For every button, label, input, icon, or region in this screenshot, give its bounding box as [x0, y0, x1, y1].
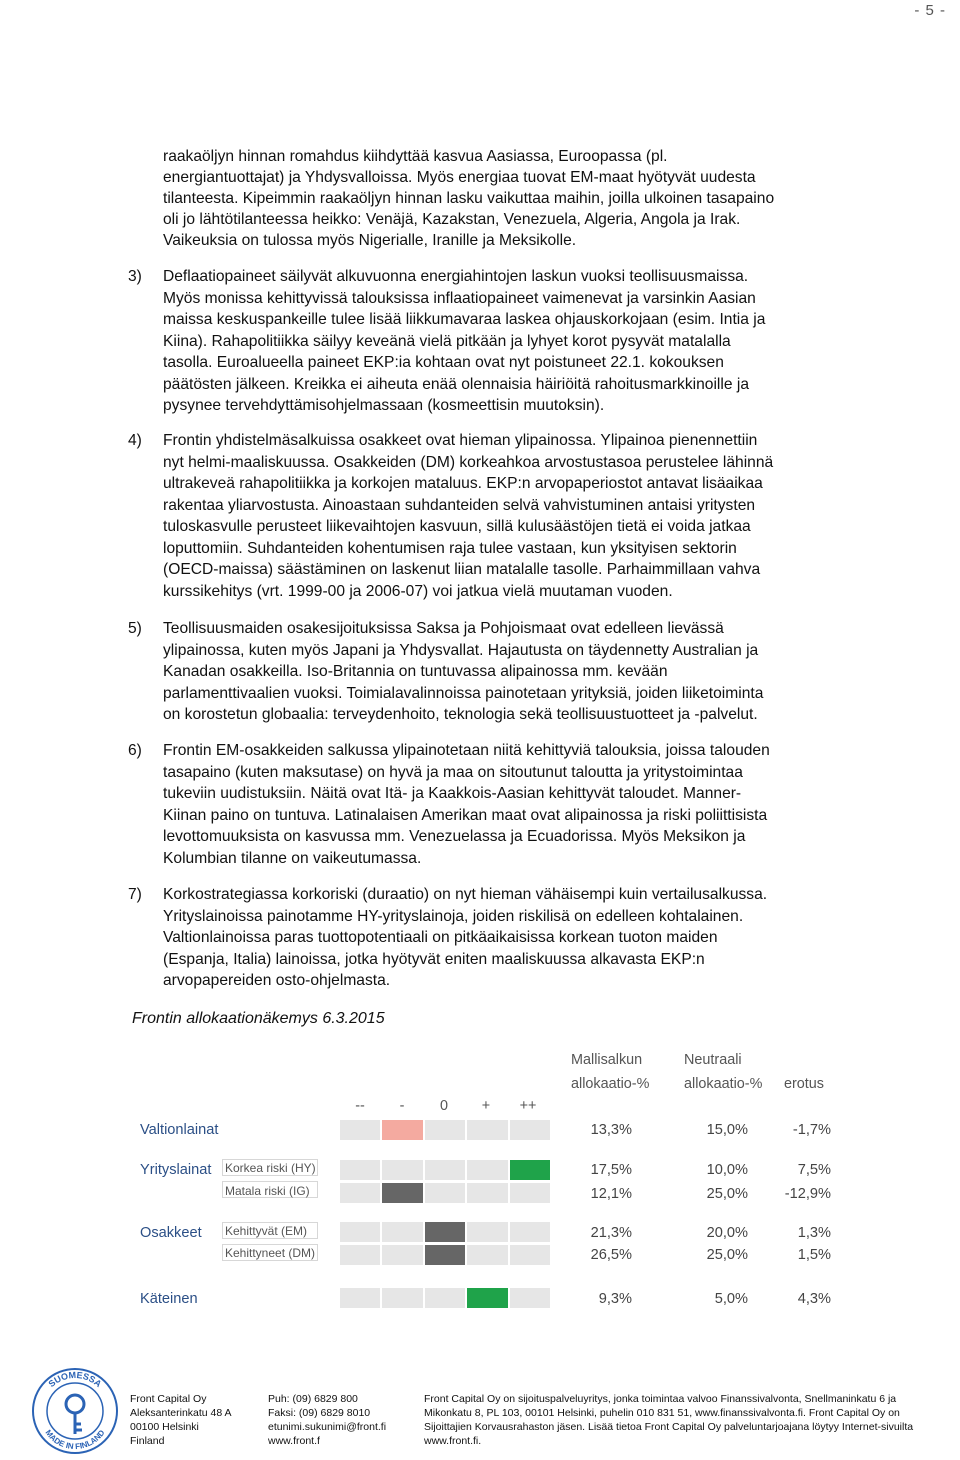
scale-row: [340, 1245, 550, 1265]
difference-value: -1,7%: [792, 1122, 831, 1138]
footer-address: [130, 1392, 250, 1448]
item-line: tukeviin uudistuksiin. Näitä ovat Itä- ja Kaakkois-Aasian kehittyvät taloudet. Manner-: [163, 785, 742, 802]
item-line: tasolla. Euroalueella paineet EKP:ia kohtaan ovat nyt poistuneet 22.1. kokouksen: [163, 354, 724, 371]
item-line: Kolumbian tilanne on vaikeutumassa.: [163, 849, 422, 867]
list-item-3: [128, 266, 888, 417]
item-line: arvopapereiden osto-ohjelmasta.: [163, 972, 391, 989]
item-number: 6): [128, 742, 142, 759]
scale-cell: [510, 1222, 550, 1242]
item-line: Korkostrategiassa korkoriski (duraatio) on nyt hieman vähäisempi kuin vertailusalkussa.: [163, 886, 768, 903]
sub-label-box: [222, 1244, 318, 1261]
scale-label-very-positive: ++: [519, 1098, 537, 1114]
item-line: parlamenttivaalien vuoksi. Toimialavalinnoissa painotetaan yrityksiä, joiden liiketoiminta: [163, 684, 764, 702]
list-item-6: [128, 740, 888, 869]
footer-line: Mikonkatu 8, PL 103, 00101 Helsinki, puhelin 010 831 51, www.finanssivalvonta.fi. Front Capital Oy on: [424, 1407, 900, 1419]
model-allocation-value: 12,1%: [590, 1186, 632, 1202]
scale-cell: [510, 1160, 550, 1180]
sub-label-investment-grade: Matala riski (IG): [225, 1184, 310, 1198]
scale-row: [340, 1183, 550, 1203]
item-line: Frontin EM-osakkeiden salkussa ylipainotetaan niitä kehittyviä talouksia, joissa talouden: [163, 742, 770, 759]
list-item-4: [128, 430, 888, 602]
item-line: loputtomiin. Suhdanteiden kohentumisen raja tulee vastaan, kun yksityisen sektorin: [163, 539, 737, 557]
allocation-title: Frontin allokaationäkemys 6.3.2015: [132, 1010, 385, 1027]
neutral-allocation-value: 15,0%: [706, 1122, 748, 1138]
sub-label-box: [222, 1159, 318, 1176]
scale-cell: [382, 1160, 422, 1180]
row-label-government-bonds: Valtionlainat: [140, 1122, 219, 1138]
scale-cell: [510, 1288, 550, 1308]
list-item-7: [128, 884, 888, 992]
model-allocation-value: 26,5%: [590, 1247, 632, 1263]
scale-cell: [467, 1160, 507, 1180]
item-body: [163, 618, 883, 726]
sub-label-high-yield: Korkea riski (HY): [225, 1161, 316, 1175]
scale-cell: [467, 1245, 507, 1265]
footer-contact: [268, 1392, 408, 1448]
item-number: 7): [128, 886, 142, 903]
scale-cell: [425, 1222, 465, 1242]
scale-cell: [510, 1183, 550, 1203]
item-number: 5): [128, 620, 142, 637]
footer-email[interactable]: etunimi.sukunimi@front.fi: [268, 1421, 387, 1433]
logo-text-top: SUOMESSA: [46, 1369, 104, 1390]
footer-line: Puh: (09) 6829 800: [268, 1393, 358, 1405]
scale-cell: [425, 1160, 465, 1180]
scale-cell: [425, 1245, 465, 1265]
item-body: [163, 430, 883, 602]
scale-cell: [467, 1183, 507, 1203]
intro-line: tilanteesta. Kipeimmin raakaöljyn hinnan lasku vaikuttaa maihin, joilla ulkoinen tasapaino: [163, 190, 775, 207]
item-line: Teollisuusmaiden osakesijoituksissa Saksa ja Pohjoismaat ovat edelleen lievässä: [163, 620, 724, 637]
item-line: tasapaino (kuten maksutase) on hyvä ja maa on sitoutunut taloutta ja yritystoimintaa: [163, 763, 743, 781]
scale-cell: [382, 1183, 422, 1203]
item-line: pysynee tervehdyttämisohjelmassaan (kosmeettisin muutoksin).: [163, 397, 605, 414]
item-line: Deflaatiopaineet säilyvät alkuvuonna energiahintojen laskun vuoksi teollisuusmaissa.: [163, 268, 749, 285]
difference-value: -12,9%: [784, 1186, 831, 1202]
neutral-allocation-value: 5,0%: [714, 1291, 748, 1307]
model-allocation-value: 17,5%: [590, 1162, 632, 1178]
neutral-allocation-value: 25,0%: [706, 1186, 748, 1202]
item-line: kurssikehitys (vrt. 1999-00 ja 2006-07) voi jatkua vielä muutaman vuoden.: [163, 582, 673, 600]
scale-cell: [340, 1120, 380, 1140]
scale-cell: [510, 1120, 550, 1140]
scale-cell: [425, 1288, 465, 1308]
scale-row: [340, 1222, 550, 1242]
item-number: 4): [128, 432, 142, 449]
model-allocation-value: 9,3%: [598, 1291, 632, 1307]
footer-line: Front Capital Oy on sijoituspalveluyritys, jonka toimintaa valvoo Finanssivalvonta, Snellmaninkatu 6 ja: [424, 1393, 897, 1405]
item-line: Valtionlainoissa paras tuottopotentiaali on pitkäaikaisissa korkean tuoton maiden: [163, 929, 718, 946]
item-line: ultrakeveä rahapolitiikka ja korkojen mataluus. EKP:n arvopaperiostot antavat lisäaikaa: [163, 475, 763, 492]
item-line: Myös monissa kehittyvissä talouksissa inflaatiopaineet vaimenevat ja varsinkin Aasian: [163, 289, 756, 307]
scale-cell: [340, 1288, 380, 1308]
scale-cell: [510, 1245, 550, 1265]
row-label-equities: Osakkeet: [140, 1225, 202, 1241]
item-line: nyt helmi-maaliskuussa. Osakkeiden (DM) korkeahkoa arvostustasoa perustelee lähinnä: [163, 453, 774, 471]
header-model-line2: allokaatio-%: [571, 1076, 650, 1092]
sub-label-box: [222, 1181, 318, 1198]
header-neutral-line2: allokaatio-%: [684, 1076, 763, 1092]
row-label-cash: Käteinen: [140, 1291, 198, 1307]
scale-cell: [340, 1222, 380, 1242]
sub-label-emerging: Kehittyvät (EM): [225, 1224, 308, 1238]
intro-paragraph: [163, 146, 883, 251]
scale-cell: [467, 1120, 507, 1140]
header-diff: erotus: [784, 1076, 824, 1092]
header-neutral-line1: Neutraali: [684, 1052, 742, 1068]
model-allocation-value: 21,3%: [590, 1225, 632, 1241]
item-line: Kiinan paino on tuntuva. Latinalaisen Amerikan maat ovat alipainossa ja riski poliittisista: [163, 806, 768, 824]
scale-cell: [382, 1120, 422, 1140]
item-line: maissa keskuspankeille tulee lisää liikkumavaraa laskea ohjauskorkojaan (esim. Intia ja: [163, 311, 766, 328]
scale-cell: [467, 1222, 507, 1242]
page-number: - 5 -: [914, 2, 946, 19]
footer-legal: [424, 1392, 944, 1448]
item-line: Frontin yhdistelmäsalkuissa osakkeet ovat hieman ylipainossa. Ylipainoa pienennettiin: [163, 432, 758, 449]
item-body: [163, 884, 883, 992]
item-line: Kanadan osakkeilla. Iso-Britannia on tuntuvassa alipainossa mm. kevään: [163, 663, 668, 680]
scale-cell: [425, 1183, 465, 1203]
logo-text-bottom: MADE IN FINLAND: [43, 1428, 107, 1452]
difference-value: 1,3%: [797, 1225, 831, 1241]
scale-cell: [382, 1222, 422, 1242]
row-label-corporate-bonds: Yrityslainat: [140, 1162, 212, 1178]
item-line: levottomuuksista on kasvussa mm. Venezuelassa ja Ecuadorissa. Myös Meksikon ja: [163, 828, 746, 845]
item-line: ylipainossa, kuten myös Japani ja Yhdysvallat. Hajautusta on täydennetty Australian ja: [163, 641, 759, 659]
item-line: rakentaa yliarvostusta. Ainoastaan suhdanteiden selvä vahvistuminen antaisi yritysten: [163, 496, 756, 514]
intro-line: oli jo lähtötilanteessa heikko: Venäjä, Kazakstan, Venezuela, Algeria, Angola ja Irak.: [163, 211, 741, 228]
scale-cell: [340, 1183, 380, 1203]
footer-website-link[interactable]: www.front.fi.: [424, 1435, 482, 1447]
footer-line: Finland: [130, 1435, 165, 1447]
item-line: Yrityslainoissa painotamme HY-yrityslainoja, joiden riskilisä on edelleen kohtalainen.: [163, 907, 744, 925]
footer-line: Aleksanterinkatu 48 A: [130, 1407, 232, 1419]
header-model-line1: Mallisalkun: [571, 1052, 643, 1068]
model-allocation-value: 13,3%: [590, 1122, 632, 1138]
scale-cell: [467, 1288, 507, 1308]
difference-value: 1,5%: [797, 1247, 831, 1263]
item-number: 3): [128, 268, 142, 285]
scale-row: [340, 1288, 550, 1308]
item-line: tuloskasvulle perusteet liikevaihtojen kasvuun, sillä kulusäästöjen tietä ei voida jatkaa: [163, 518, 751, 535]
scale-row: [340, 1160, 550, 1180]
item-line: Kiina). Rahapolitiikka säilyy keveänä vielä pitkään ja lyhyet korot pysyvät matalalla: [163, 332, 731, 350]
scale-label-very-negative: --: [355, 1098, 365, 1114]
scale-label-neutral: 0: [439, 1098, 448, 1114]
item-line: (Espanja, Italia) lainoissa, jotka hyötyvät eniten maaliskuussa alkavasta EKP:n: [163, 950, 705, 968]
intro-line: raakaöljyn hinnan romahdus kiihdyttää kasvua Aasiassa, Euroopassa (pl.: [163, 148, 668, 165]
footer-line: Faksi: (09) 6829 8010: [268, 1407, 371, 1419]
item-line: on korostetun globaalia: terveydenhoito, teknologia sekä teollisuustuotteet ja -palvelut.: [163, 706, 758, 723]
footer-line: Front Capital Oy: [130, 1393, 207, 1405]
intro-line: energiantuottajat) ja Yhdysvalloissa. Myös energiaa tuovat EM-maat hyötyvät uudesta: [163, 169, 756, 186]
neutral-allocation-value: 20,0%: [706, 1225, 748, 1241]
difference-value: 7,5%: [797, 1162, 831, 1178]
item-body: [163, 740, 883, 869]
footer-website-link[interactable]: www.front.f: [268, 1435, 320, 1447]
difference-value: 4,3%: [797, 1291, 831, 1307]
footer-line: Sijoittajien Korvausrahaston jäsen. Lisää tietoa Front Capital Oy palveluntarjoajana löytyy Internet-sivuilta: [424, 1421, 914, 1433]
scale-cell: [382, 1288, 422, 1308]
intro-line: Vaikeuksia on tulossa myös Nigerialle, Iranille ja Meksikolle.: [163, 232, 577, 249]
item-line: päätösten jälkeen. Kreikka ei aiheuta enää olennaisia häiriöitä rahoitusmarkkinoille ja: [163, 375, 749, 393]
scale-row: [340, 1120, 550, 1140]
item-body: [163, 266, 883, 417]
neutral-allocation-value: 25,0%: [706, 1247, 748, 1263]
sub-label-box: [222, 1222, 318, 1239]
scale-cell: [340, 1160, 380, 1180]
made-in-finland-logo: [30, 1366, 120, 1456]
scale-cell: [382, 1245, 422, 1265]
list-item-5: [128, 618, 888, 726]
sub-label-developed: Kehittyneet (DM): [225, 1246, 316, 1260]
footer-line: 00100 Helsinki: [130, 1421, 199, 1433]
scale-cell: [340, 1245, 380, 1265]
scale-label-positive: +: [481, 1098, 491, 1114]
item-line: (OECD-maissa) säästäminen on laskenut liian matalalle tasolle. Parhaimmillaan vahva: [163, 561, 761, 578]
scale-cell: [425, 1120, 465, 1140]
key-icon: [66, 1395, 84, 1434]
neutral-allocation-value: 10,0%: [706, 1162, 748, 1178]
scale-label-negative: -: [399, 1098, 405, 1114]
